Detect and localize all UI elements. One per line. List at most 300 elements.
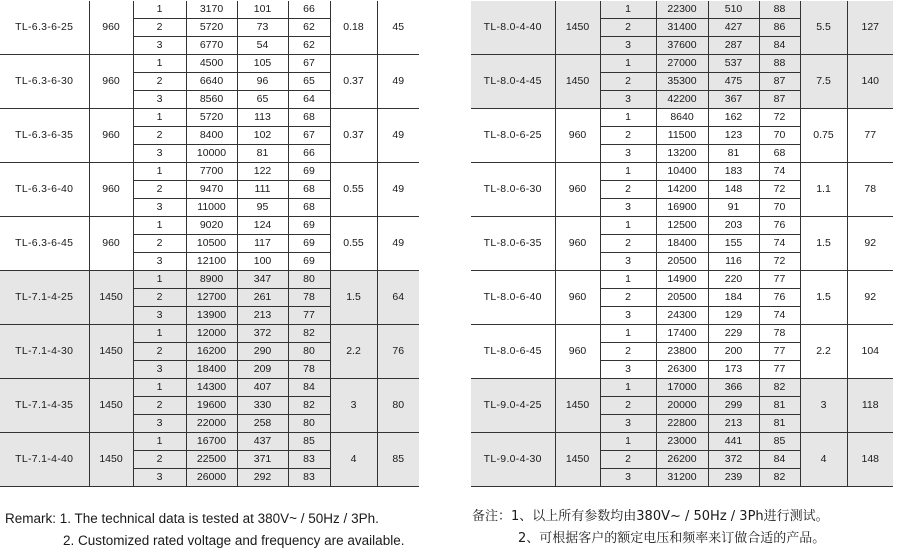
noise-cell: 76	[377, 325, 419, 379]
pressure-cell: 299	[708, 397, 759, 415]
remark-line-1: 备注：1、以上所有参数均由380V~ / 50Hz / 3Ph进行测试。	[472, 509, 829, 524]
gear-cell: 3	[600, 469, 656, 487]
sound-cell: 69	[288, 253, 330, 271]
remark-chinese	[472, 506, 829, 550]
gear-cell: 1	[133, 325, 186, 343]
gear-cell: 2	[600, 289, 656, 307]
sound-cell: 81	[759, 397, 800, 415]
pressure-cell: 347	[237, 271, 288, 289]
gear-cell: 3	[133, 145, 186, 163]
table-row	[471, 1, 893, 19]
speed-cell: 1450	[89, 271, 133, 325]
sound-cell: 82	[759, 469, 800, 487]
sound-cell: 87	[759, 91, 800, 109]
sound-cell: 84	[759, 37, 800, 55]
model-cell: TL-8.0-4-45	[471, 55, 555, 109]
model-cell: TL-6.3-6-35	[0, 109, 89, 163]
gear-cell: 2	[133, 397, 186, 415]
sound-cell: 78	[759, 325, 800, 343]
gear-cell: 1	[133, 163, 186, 181]
sound-cell: 69	[288, 235, 330, 253]
sound-cell: 84	[759, 451, 800, 469]
gear-cell: 2	[133, 181, 186, 199]
gear-cell: 2	[133, 235, 186, 253]
sound-cell: 67	[288, 127, 330, 145]
speed-cell: 960	[89, 109, 133, 163]
table-row	[0, 55, 419, 73]
power-cell: 2.2	[330, 325, 377, 379]
sound-cell: 74	[759, 235, 800, 253]
pressure-cell: 510	[708, 1, 759, 19]
airflow-cell: 13900	[186, 307, 237, 325]
table-row	[0, 433, 419, 451]
gear-cell: 3	[600, 307, 656, 325]
sound-cell: 70	[759, 127, 800, 145]
airflow-cell: 7700	[186, 163, 237, 181]
pressure-cell: 155	[708, 235, 759, 253]
gear-cell: 3	[133, 307, 186, 325]
model-cell: TL-7.1-4-25	[0, 271, 89, 325]
pressure-cell: 116	[708, 253, 759, 271]
noise-cell: 85	[377, 433, 419, 487]
power-cell: 2.2	[800, 325, 847, 379]
speed-cell: 960	[555, 217, 600, 271]
sound-cell: 66	[288, 145, 330, 163]
airflow-cell: 35300	[656, 73, 708, 91]
airflow-cell: 31200	[656, 469, 708, 487]
pressure-cell: 81	[708, 145, 759, 163]
speed-cell: 960	[89, 1, 133, 55]
airflow-cell: 12700	[186, 289, 237, 307]
pressure-cell: 183	[708, 163, 759, 181]
noise-cell: 80	[377, 379, 419, 433]
airflow-cell: 14900	[656, 271, 708, 289]
power-cell: 5.5	[800, 1, 847, 55]
airflow-cell: 13200	[656, 145, 708, 163]
airflow-cell: 27000	[656, 55, 708, 73]
gear-cell: 1	[133, 379, 186, 397]
pressure-cell: 184	[708, 289, 759, 307]
gear-cell: 2	[133, 343, 186, 361]
gear-cell: 1	[600, 433, 656, 451]
table-row	[0, 325, 419, 343]
sound-cell: 62	[288, 19, 330, 37]
airflow-cell: 9020	[186, 217, 237, 235]
sound-cell: 78	[288, 361, 330, 379]
pressure-cell: 148	[708, 181, 759, 199]
sound-cell: 68	[288, 199, 330, 217]
gear-cell: 3	[600, 253, 656, 271]
gear-cell: 1	[600, 163, 656, 181]
power-cell: 1.5	[800, 217, 847, 271]
pressure-cell: 102	[237, 127, 288, 145]
table-row	[471, 55, 893, 73]
airflow-cell: 22000	[186, 415, 237, 433]
sound-cell: 68	[759, 145, 800, 163]
sound-cell: 87	[759, 73, 800, 91]
pressure-cell: 111	[237, 181, 288, 199]
pressure-cell: 372	[237, 325, 288, 343]
airflow-cell: 37600	[656, 37, 708, 55]
gear-cell: 3	[133, 469, 186, 487]
sound-cell: 77	[759, 271, 800, 289]
pressure-cell: 95	[237, 199, 288, 217]
airflow-cell: 11500	[656, 127, 708, 145]
gear-cell: 3	[600, 91, 656, 109]
noise-cell: 92	[847, 217, 893, 271]
gear-cell: 1	[600, 109, 656, 127]
airflow-cell: 19600	[186, 397, 237, 415]
pressure-cell: 100	[237, 253, 288, 271]
noise-cell: 49	[377, 217, 419, 271]
gear-cell: 2	[133, 289, 186, 307]
pressure-cell: 101	[237, 1, 288, 19]
sound-cell: 77	[759, 343, 800, 361]
airflow-cell: 8400	[186, 127, 237, 145]
airflow-cell: 16900	[656, 199, 708, 217]
sound-cell: 77	[759, 361, 800, 379]
gear-cell: 2	[600, 343, 656, 361]
pressure-cell: 96	[237, 73, 288, 91]
model-cell: TL-7.1-4-30	[0, 325, 89, 379]
airflow-cell: 22500	[186, 451, 237, 469]
sound-cell: 82	[288, 397, 330, 415]
pressure-cell: 239	[708, 469, 759, 487]
speed-cell: 960	[89, 55, 133, 109]
model-cell: TL-8.0-6-40	[471, 271, 555, 325]
table-row	[0, 109, 419, 127]
power-cell: 1.5	[800, 271, 847, 325]
gear-cell: 1	[600, 1, 656, 19]
airflow-cell: 9470	[186, 181, 237, 199]
gear-cell: 1	[600, 325, 656, 343]
speed-cell: 960	[555, 163, 600, 217]
gear-cell: 1	[600, 379, 656, 397]
model-cell: TL-6.3-6-40	[0, 163, 89, 217]
airflow-cell: 20000	[656, 397, 708, 415]
pressure-cell: 287	[708, 37, 759, 55]
sound-cell: 68	[288, 181, 330, 199]
airflow-cell: 8900	[186, 271, 237, 289]
table-body	[0, 1, 419, 487]
model-cell: TL-6.3-6-45	[0, 217, 89, 271]
sound-cell: 82	[288, 325, 330, 343]
gear-cell: 3	[600, 361, 656, 379]
speed-cell: 960	[555, 271, 600, 325]
sound-cell: 84	[288, 379, 330, 397]
model-cell: TL-9.0-4-25	[471, 379, 555, 433]
sound-cell: 74	[759, 163, 800, 181]
sound-cell: 72	[759, 109, 800, 127]
airflow-cell: 10500	[186, 235, 237, 253]
table-row	[471, 271, 893, 289]
gear-cell: 2	[133, 73, 186, 91]
pressure-cell: 258	[237, 415, 288, 433]
airflow-cell: 12100	[186, 253, 237, 271]
speed-cell: 1450	[89, 379, 133, 433]
pressure-cell: 330	[237, 397, 288, 415]
table-row	[471, 217, 893, 235]
airflow-cell: 42200	[656, 91, 708, 109]
gear-cell: 2	[600, 181, 656, 199]
speed-cell: 1450	[555, 433, 600, 487]
pressure-cell: 122	[237, 163, 288, 181]
noise-cell: 64	[377, 271, 419, 325]
noise-cell: 127	[847, 1, 893, 55]
gear-cell: 3	[133, 37, 186, 55]
airflow-cell: 6770	[186, 37, 237, 55]
pressure-cell: 123	[708, 127, 759, 145]
table-row	[0, 163, 419, 181]
pressure-cell: 427	[708, 19, 759, 37]
remark-line-2: 2、可根据客户的额定电压和频率来订做合适的产品。	[518, 531, 826, 546]
sound-cell: 64	[288, 91, 330, 109]
gear-cell: 3	[600, 415, 656, 433]
airflow-cell: 22800	[656, 415, 708, 433]
sound-cell: 80	[288, 343, 330, 361]
airflow-cell: 14300	[186, 379, 237, 397]
airflow-cell: 3170	[186, 1, 237, 19]
pressure-cell: 81	[237, 145, 288, 163]
sound-cell: 88	[759, 55, 800, 73]
pressure-cell: 292	[237, 469, 288, 487]
model-cell: TL-8.0-6-45	[471, 325, 555, 379]
speed-cell: 1450	[555, 1, 600, 55]
sound-cell: 74	[759, 307, 800, 325]
gear-cell: 2	[600, 451, 656, 469]
table-row	[0, 271, 419, 289]
airflow-cell: 26200	[656, 451, 708, 469]
model-cell: TL-9.0-4-30	[471, 433, 555, 487]
noise-cell: 92	[847, 271, 893, 325]
noise-cell: 78	[847, 163, 893, 217]
gear-cell: 3	[133, 361, 186, 379]
sound-cell: 62	[288, 37, 330, 55]
gear-cell: 1	[133, 271, 186, 289]
noise-cell: 77	[847, 109, 893, 163]
gear-cell: 1	[133, 55, 186, 73]
power-cell: 0.18	[330, 1, 377, 55]
sound-cell: 80	[288, 271, 330, 289]
pressure-cell: 437	[237, 433, 288, 451]
power-cell: 1.5	[330, 271, 377, 325]
power-cell: 1.1	[800, 163, 847, 217]
gear-cell: 2	[133, 451, 186, 469]
pressure-cell: 371	[237, 451, 288, 469]
pressure-cell: 366	[708, 379, 759, 397]
pressure-cell: 367	[708, 91, 759, 109]
sound-cell: 69	[288, 163, 330, 181]
pressure-cell: 537	[708, 55, 759, 73]
power-cell: 3	[330, 379, 377, 433]
airflow-cell: 11000	[186, 199, 237, 217]
pressure-cell: 213	[237, 307, 288, 325]
gear-cell: 1	[133, 109, 186, 127]
table-body	[471, 1, 893, 487]
model-cell: TL-8.0-6-25	[471, 109, 555, 163]
speed-cell: 1450	[555, 379, 600, 433]
table-row	[471, 109, 893, 127]
gear-cell: 2	[133, 127, 186, 145]
noise-cell: 148	[847, 433, 893, 487]
speed-cell: 960	[89, 163, 133, 217]
remark-line-2: 2. Customized rated voltage and frequency are available.	[63, 533, 405, 548]
sound-cell: 83	[288, 451, 330, 469]
gear-cell: 3	[133, 91, 186, 109]
power-cell: 0.37	[330, 109, 377, 163]
pressure-cell: 209	[237, 361, 288, 379]
airflow-cell: 16200	[186, 343, 237, 361]
pressure-cell: 91	[708, 199, 759, 217]
sound-cell: 83	[288, 469, 330, 487]
pressure-cell: 261	[237, 289, 288, 307]
table-row	[0, 379, 419, 397]
airflow-cell: 26000	[186, 469, 237, 487]
speed-cell: 960	[555, 325, 600, 379]
pressure-cell: 173	[708, 361, 759, 379]
airflow-cell: 20500	[656, 289, 708, 307]
airflow-cell: 10400	[656, 163, 708, 181]
airflow-cell: 4500	[186, 55, 237, 73]
gear-cell: 2	[600, 235, 656, 253]
gear-cell: 1	[600, 217, 656, 235]
pressure-cell: 200	[708, 343, 759, 361]
sound-cell: 70	[759, 199, 800, 217]
power-cell: 0.55	[330, 217, 377, 271]
airflow-cell: 8640	[656, 109, 708, 127]
gear-cell: 2	[600, 397, 656, 415]
table-row	[471, 163, 893, 181]
gear-cell: 2	[600, 19, 656, 37]
remark-english	[5, 508, 404, 552]
noise-cell: 140	[847, 55, 893, 109]
noise-cell: 45	[377, 1, 419, 55]
speed-cell: 1450	[555, 55, 600, 109]
model-cell: TL-6.3-6-30	[0, 55, 89, 109]
airflow-cell: 14200	[656, 181, 708, 199]
pressure-cell: 229	[708, 325, 759, 343]
gear-cell: 3	[133, 253, 186, 271]
power-cell: 0.75	[800, 109, 847, 163]
airflow-cell: 20500	[656, 253, 708, 271]
spec-table-right	[471, 1, 893, 487]
pressure-cell: 213	[708, 415, 759, 433]
table-row	[471, 433, 893, 451]
sound-cell: 88	[759, 1, 800, 19]
airflow-cell: 12500	[656, 217, 708, 235]
pressure-cell: 220	[708, 271, 759, 289]
spec-table-left	[0, 1, 419, 487]
model-cell: TL-7.1-4-40	[0, 433, 89, 487]
model-cell: TL-7.1-4-35	[0, 379, 89, 433]
sound-cell: 77	[288, 307, 330, 325]
sound-cell: 78	[288, 289, 330, 307]
sound-cell: 86	[759, 19, 800, 37]
airflow-cell: 23800	[656, 343, 708, 361]
gear-cell: 3	[133, 199, 186, 217]
sound-cell: 76	[759, 217, 800, 235]
gear-cell: 3	[133, 415, 186, 433]
airflow-cell: 5720	[186, 19, 237, 37]
noise-cell: 118	[847, 379, 893, 433]
airflow-cell: 12000	[186, 325, 237, 343]
airflow-cell: 16700	[186, 433, 237, 451]
pressure-cell: 203	[708, 217, 759, 235]
model-cell: TL-8.0-6-35	[471, 217, 555, 271]
airflow-cell: 24300	[656, 307, 708, 325]
airflow-cell: 17000	[656, 379, 708, 397]
noise-cell: 49	[377, 163, 419, 217]
remark-line-1: Remark: 1. The technical data is tested at 380V~ / 50Hz / 3Ph.	[5, 511, 379, 526]
speed-cell: 1450	[89, 325, 133, 379]
pressure-cell: 65	[237, 91, 288, 109]
pressure-cell: 117	[237, 235, 288, 253]
gear-cell: 1	[600, 55, 656, 73]
power-cell: 3	[800, 379, 847, 433]
table-row	[471, 379, 893, 397]
gear-cell: 3	[600, 37, 656, 55]
airflow-cell: 18400	[186, 361, 237, 379]
power-cell: 0.37	[330, 55, 377, 109]
pressure-cell: 290	[237, 343, 288, 361]
airflow-cell: 22300	[656, 1, 708, 19]
noise-cell: 49	[377, 109, 419, 163]
gear-cell: 1	[600, 271, 656, 289]
noise-cell: 104	[847, 325, 893, 379]
pressure-cell: 129	[708, 307, 759, 325]
gear-cell: 2	[133, 19, 186, 37]
table-row	[0, 1, 419, 19]
pressure-cell: 105	[237, 55, 288, 73]
sound-cell: 66	[288, 1, 330, 19]
gear-cell: 3	[600, 199, 656, 217]
airflow-cell: 23000	[656, 433, 708, 451]
airflow-cell: 17400	[656, 325, 708, 343]
sound-cell: 85	[759, 433, 800, 451]
pressure-cell: 113	[237, 109, 288, 127]
pressure-cell: 73	[237, 19, 288, 37]
noise-cell: 49	[377, 55, 419, 109]
gear-cell: 2	[600, 73, 656, 91]
gear-cell: 2	[600, 127, 656, 145]
pressure-cell: 54	[237, 37, 288, 55]
gear-cell: 3	[600, 145, 656, 163]
pressure-cell: 372	[708, 451, 759, 469]
airflow-cell: 8560	[186, 91, 237, 109]
power-cell: 0.55	[330, 163, 377, 217]
sound-cell: 85	[288, 433, 330, 451]
sound-cell: 67	[288, 55, 330, 73]
sound-cell: 80	[288, 415, 330, 433]
gear-cell: 1	[133, 433, 186, 451]
pressure-cell: 475	[708, 73, 759, 91]
airflow-cell: 6640	[186, 73, 237, 91]
model-cell: TL-8.0-6-30	[471, 163, 555, 217]
sound-cell: 72	[759, 181, 800, 199]
model-cell: TL-6.3-6-25	[0, 1, 89, 55]
sound-cell: 69	[288, 217, 330, 235]
airflow-cell: 18400	[656, 235, 708, 253]
power-cell: 7.5	[800, 55, 847, 109]
sound-cell: 65	[288, 73, 330, 91]
model-cell: TL-8.0-4-40	[471, 1, 555, 55]
table-row	[471, 325, 893, 343]
pressure-cell: 407	[237, 379, 288, 397]
speed-cell: 960	[89, 217, 133, 271]
sound-cell: 81	[759, 415, 800, 433]
airflow-cell: 31400	[656, 19, 708, 37]
power-cell: 4	[330, 433, 377, 487]
